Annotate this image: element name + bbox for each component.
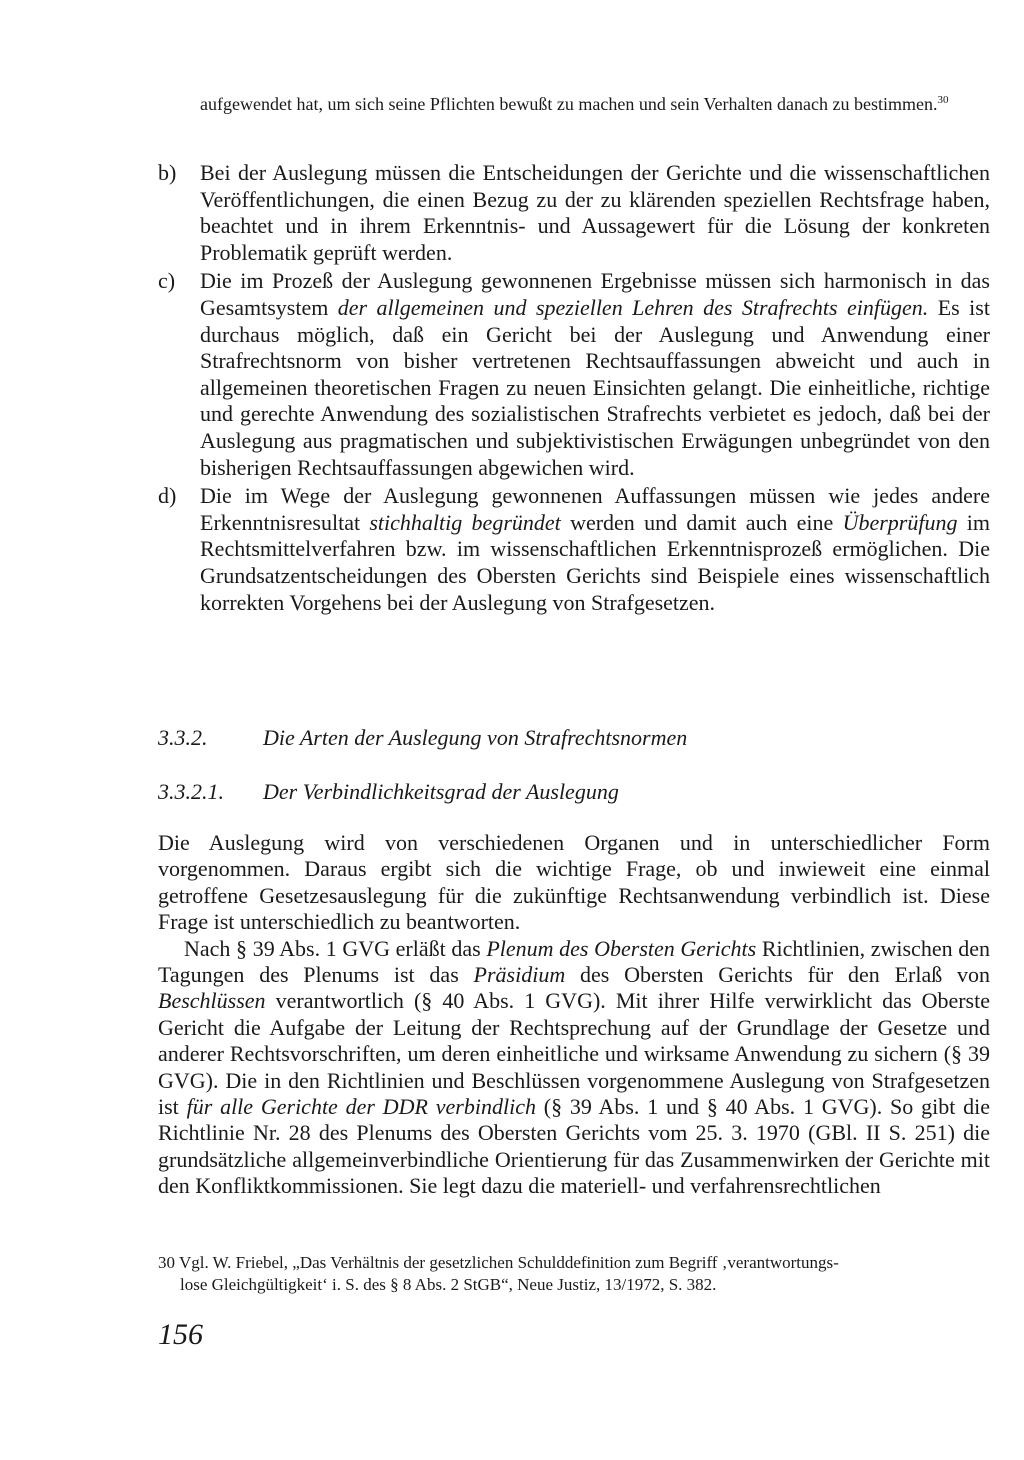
paragraph	[158, 936, 990, 1200]
footnote-line: 30 Vgl. W. Friebel, „Das Verhältnis der gesetzlichen Schulddefinition zum Begriff ‚verantwortungs-	[158, 1253, 839, 1272]
list-item	[158, 268, 990, 481]
continuation-text	[200, 92, 990, 117]
footnote-line: lose Gleichgültigkeit‘ i. S. des § 8 Abs. 2 StGB“, Neue Justiz, 13/1972, S. 382.	[180, 1275, 717, 1294]
list-item-label: b)	[158, 160, 177, 185]
text-run: Nach § 39 Abs. 1 GVG erläßt das	[184, 935, 487, 961]
emphasis-text: stichhaltig begründet	[369, 509, 561, 535]
page-number: 156	[158, 1318, 203, 1351]
text-run: im Rechtsmittelverfahren bzw. im wissenschaftlichen Erkenntnisprozeß ermöglichen. Die Grundsatzentscheidungen des Obersten Gerichts sind Beispiele eines wissenschaftlich korrekten Vorgehens bei der Auslegung von Strafgesetzen.	[200, 509, 990, 615]
text-run: Es ist durchaus möglich, daß ein Gericht bei der Auslegung und Anwendung einer Strafrechtsnorm von bisher vertretenen Rechtsauffassungen abweicht und auch in allgemeinen theoretischen Fragen zu neuen Einsichten gelangt. Die einheitliche, richtige und gerechte Anwendung des sozialistischen Strafrechts verbietet es jedoch, daß bei der Auslegung aus pragmatischen und subjektivistischen Erwägungen unbegründet von den bisherigen Rechtsauffassungen abgewichen wird.	[200, 294, 990, 480]
requirements-list	[158, 160, 990, 618]
emphasis-text: Beschlüssen	[158, 988, 266, 1014]
list-item	[158, 483, 990, 616]
footnote	[158, 1252, 990, 1296]
subsection-heading	[158, 778, 990, 806]
text-run: werden und damit auch eine	[560, 509, 843, 535]
text-run: (§ 39 Abs. 1 und § 40 Abs. 1 GVG). So gibt die Richtlinie Nr. 28 des Plenums des Obersten Gerichts vom 25. 3. 1970 (GBl. II S. 251) die grundsätzliche allgemeinverbindliche Orientierung für das Zusammenwirken der Gerichte mit den Konfliktkommissionen. Sie legt dazu die materiell- und verfahrensrechtlichen	[158, 1094, 990, 1199]
emphasis-text: für alle Gerichte der DDR verbindlich	[186, 1094, 536, 1120]
text-run: Die Auslegung wird von verschiedenen Organen und in unterschiedlicher Form vorgenommen. Daraus ergibt sich die wichtige Frage, ob und inwieweit eine einmal getroffene Gesetzesauslegung für die zukünftige Rechtsanwendung verbindlich ist. Diese Frage ist unterschiedlich zu beantworten.	[158, 830, 990, 935]
text-run: Die im Prozeß der Auslegung gewonnenen Ergebnisse müssen sich harmonisch in das Gesamtsystem	[200, 268, 990, 320]
list-item	[158, 160, 990, 266]
emphasis-text: Überprüfung	[842, 509, 958, 535]
continuation-body: aufgewendet hat, um sich seine Pflichten bewußt zu machen und sein Verhalten danach zu bestimmen.	[200, 94, 938, 114]
emphasis-text: Plenum des Obersten Gerichts	[486, 935, 757, 961]
section-title: Die Arten der Auslegung von Strafrechtsnormen	[263, 725, 688, 750]
subsection-number: 3.3.2.1.	[158, 779, 224, 804]
emphasis-text: Präsidium	[473, 962, 566, 988]
text-run: Richtlinien, zwischen den Tagungen des Plenums ist das	[158, 935, 990, 988]
emphasis-text: der allgemeinen und speziellen Lehren des Strafrechts einfügen.	[337, 294, 929, 320]
footnote-ref: 30	[937, 94, 949, 106]
text-run: Die im Wege der Auslegung gewonnenen Auffassungen müssen wie jedes andere Erkenntnisresultat	[200, 483, 990, 535]
list-item-label: d)	[158, 483, 177, 509]
list-item-label: c)	[158, 268, 176, 294]
text-run: des Obersten Gerichts für den Erlaß von	[565, 962, 990, 988]
text-run: verantwortlich (§ 40 Abs. 1 GVG). Mit ihrer Hilfe verwirklicht das Oberste Gericht die Aufgabe der Leitung der Rechtsprechung auf der Grundlage der Gesetze und anderer Rechtsvorschriften, um deren einheitliche und wirksame Anwendung zu sichern (§ 39 GVG). Die in den Richtlinien und Beschlüssen vorgenommene Auslegung von Strafgesetzen ist	[158, 988, 990, 1120]
section-heading	[158, 724, 990, 752]
subsection-title: Der Verbindlichkeitsgrad der Auslegung	[263, 779, 619, 804]
paragraph	[158, 830, 990, 936]
body-text	[158, 830, 990, 1200]
section-number: 3.3.2.	[158, 725, 208, 750]
text-run: Bei der Auslegung müssen die Entscheidungen der Gerichte und die wissenschaftlichen Veröffentlichungen, die einen Bezug zu der zu klärenden speziellen Rechtsfrage haben, beachtet und in ihrem Erkenntnis- und Aussagewert für die Lösung der konkreten Problematik geprüft werden.	[200, 160, 990, 265]
